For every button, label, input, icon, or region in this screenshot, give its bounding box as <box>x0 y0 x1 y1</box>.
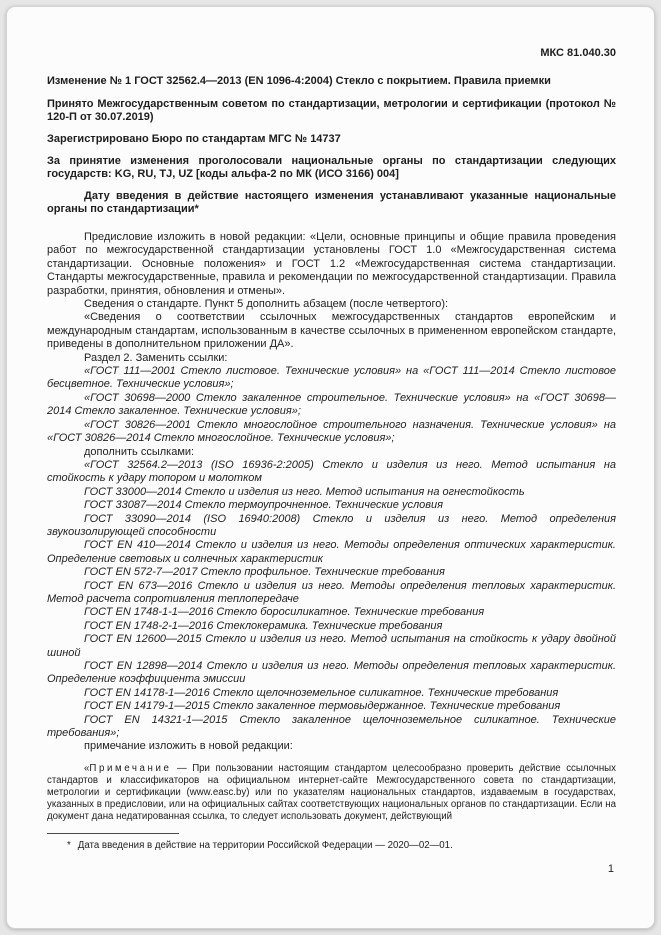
footnote-text: Дата введения в действие на территории Российской Федерации — 2020—02—01. <box>77 840 453 851</box>
body-paragraph: ГОСТ 33090—2014 (ISO 16940:2008) Стекло и изделия из него. Метод определения звукоизолирующей способности <box>47 512 616 538</box>
classification-code: МКС 81.040.30 <box>540 47 616 59</box>
document-title: Изменение № 1 ГОСТ 32562.4—2013 (EN 1096-4:2004) Стекло с покрытием. Правила приемки <box>47 75 551 87</box>
body-paragraph: Сведения о стандарте. Пункт 5 дополнить абзацем (после четвертого): <box>84 298 449 311</box>
body-paragraphs <box>47 231 616 823</box>
body-paragraph: ГОСТ EN 12600—2015 Стекло и изделия из него. Метод испытания на стойкость к удару двойной шиной <box>47 633 616 659</box>
paragraph-run: Примечание <box>89 762 172 774</box>
body-paragraph: ГОСТ 33000—2014 Стекло и изделия из него. Метод испытания на огнестойкость <box>84 485 525 498</box>
paragraph-run: « <box>84 762 90 774</box>
header-paragraphs <box>47 98 616 216</box>
body-paragraph: ГОСТ EN 410—2014 Стекло и изделия из него. Методы определения оптических характеристик. Определение световых и солнечных характеристик <box>47 539 616 565</box>
paragraph-run: — При пользовании настоящим стандартом целесообразно проверить действие ссылочных стандартов и классификаторов на официальном интернет-сайте Межгосударственного совета по стандартизации, метрологии и сертификации (www.easc.by) или по указателям национальных стандартов, издаваемым в государствах, указанных в предисловии, или на официальных сайтах соответствующих национальных органов по стандартизации. Если на документ дана недатированная ссылка, то следует использовать документ, действующий <box>47 762 616 822</box>
body-paragraph: ГОСТ EN 1748-1-1—2016 Стекло боросиликатное. Технические требования <box>84 606 485 619</box>
header-paragraph: За принятие изменения проголосовали национальные органы по стандартизации следующих государств: KG, RU, TJ, UZ [коды альфа-2 по МК (ИСО 3166) 004] <box>47 155 616 180</box>
page-number: 1 <box>607 863 614 875</box>
body-paragraph: ГОСТ EN 14179-1—2015 Стекло закаленное термовыдержанное. Технические требования <box>84 700 561 713</box>
body-paragraph: «ГОСТ 30826—2001 Стекло многослойное строительного назначения. Технические условия» на «ГОСТ 30826—2014 Стекло многослойное. Технические условия»; <box>47 418 616 445</box>
body-paragraph: ГОСТ EN 572-7—2017 Стекло профильное. Технические требования <box>84 566 445 579</box>
body-paragraph: ГОСТ EN 14178-1—2016 Стекло щелочноземельное силикатное. Технические требования <box>84 686 559 699</box>
body-paragraph: «ГОСТ 32564.2—2013 (ISO 16936-2:2005) Стекло и изделия из него. Метод испытания на стойкость к удару топором и молотком <box>47 458 616 485</box>
body-paragraph: примечание изложить в новой редакции: <box>84 740 293 753</box>
body-paragraph <box>47 763 616 823</box>
header-paragraph: Дату введения в действие настоящего изменения устанавливают указанные национальные органы по стандартизации* <box>47 190 616 215</box>
body-paragraph: Предисловие изложить в новой редакции: «Цели, основные принципы и общие правила проведения работ по межгосударственной стандартизации установлены ГОСТ 1.0 «Межгосударственная система стандартизации. Основные положения» и ГОСТ 1.2 «Межгосударственная система стандартизации. Стандарты межгосударственные, правила и рекомендации по межгосударственной стандартизации. Правила разработки, принятия, обновления и отмены». <box>47 231 616 297</box>
document-page <box>6 6 655 929</box>
body-paragraph: ГОСТ EN 12898—2014 Стекло и изделия из него. Методы определения тепловых характеристик. Определение коэффициента эмиссии <box>47 660 616 686</box>
header-paragraph: Зарегистрировано Бюро по стандартам МГС № 14737 <box>47 133 341 145</box>
body-paragraph: дополнить ссылками: <box>84 445 195 458</box>
body-paragraph: «ГОСТ 111—2001 Стекло листовое. Технические условия» на «ГОСТ 111—2014 Стекло листовое бесцветное. Технические условия»; <box>47 365 616 391</box>
header-paragraph: Принято Межгосударственным советом по стандартизации, метрологии и сертификации (протокол № 120-П от 30.07.2019) <box>47 98 616 123</box>
footnote-block <box>47 833 616 852</box>
body-paragraph: «Сведения о соответствии ссылочных межгосударственных стандартов европейским и международным стандартам, использованным в качестве ссылочных в примененном европейском стандарте, приведены в дополнительном приложении ДА». <box>47 311 616 351</box>
body-paragraph: ГОСТ EN 14321-1—2015 Стекло закаленное щелочноземельное силикатное. Технические требования»; <box>47 713 616 740</box>
body-paragraph: Раздел 2. Заменить ссылки: <box>84 351 228 364</box>
footnote-marker: * <box>67 840 71 851</box>
footnote <box>47 840 616 852</box>
body-paragraph: ГОСТ EN 673—2016 Стекло и изделия из него. Методы определения тепловых характеристик. Метод расчета сопротивления теплопередаче <box>47 579 616 605</box>
body-paragraph: ГОСТ EN 1748-2-1—2016 Стеклокерамика. Технические требования <box>84 619 443 632</box>
body-paragraph: «ГОСТ 30698—2000 Стекло закаленное строительное. Технические условия» на «ГОСТ 30698—2014 Стекло закаленное. Технические условия»; <box>47 391 616 418</box>
footnote-divider <box>47 833 179 834</box>
body-paragraph: ГОСТ 33087—2014 Стекло термоупрочненное. Технические условия <box>84 499 444 512</box>
